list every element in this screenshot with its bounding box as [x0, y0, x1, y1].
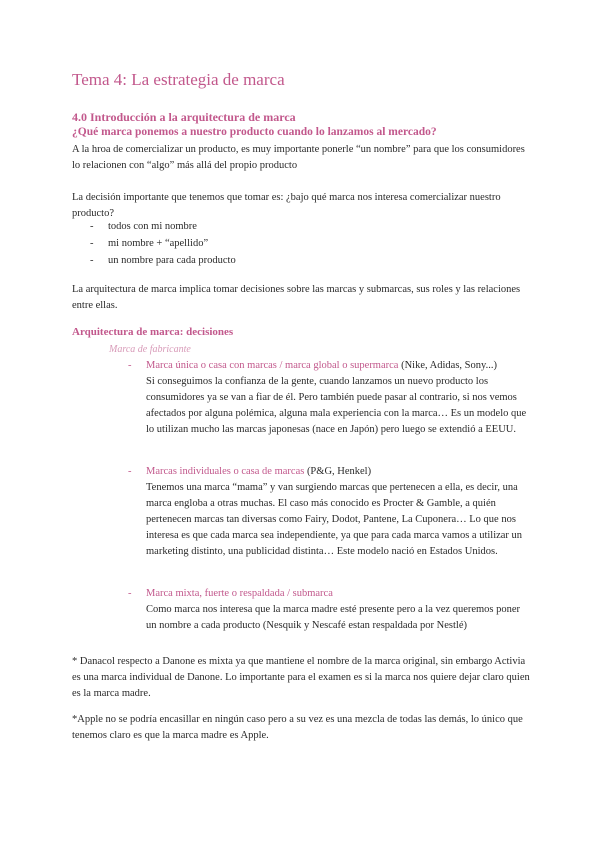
decisions-subheading: Marca de fabricante — [109, 344, 191, 355]
item-body: Tenemos una marca “mama” y van surgiendo marcas que pertenecen a ella, es decir, una marca engloba a otras muchas. El caso más conocido es Procter & Gamble, a quién pertenecen marcas tan diversas como Fairy, Dodot, Pantene, La Cuponera… Lo que nos interesa es que cada marca sea independiente, ya que para cada marca vamos a utilizar un marketing distinto, una publicidad distinta… Este modelo nació en Estados Unidos. — [146, 482, 523, 557]
decisions-heading: Arquitectura de marca: decisiones — [72, 326, 234, 338]
intro-paragraph-2: La decisión importante que tenemos que tomar es: ¿bajo qué marca nos interesa comercializar nuestro producto? — [72, 192, 501, 219]
intro-question: ¿Qué marca ponemos a nuestro producto cuando lo lanzamos al mercado? — [72, 126, 437, 138]
list-item: - todos con mi nombre — [90, 221, 197, 232]
intro-paragraph-1: A la hroa de comercializar un producto, es muy importante ponerle “un nombre” para que los consumidores lo relacionen con “algo” más allá del propio producto — [72, 144, 525, 171]
item-title: Marca única o casa con marcas / marca global o supermarca — [146, 360, 399, 371]
item-body: Como marca nos interesa que la marca madre esté presente pero a la vez queremos poner un nombre a cada producto (Nesquik y Nescafé estan respaldada por Nestlé) — [146, 604, 521, 631]
item-title: Marca mixta, fuerte o respaldada / submarca — [146, 588, 333, 599]
options-list — [90, 218, 236, 269]
brand-model-item: - Marca única o casa con marcas / marca global o supermarca (Nike, Adidas, Sony...) Si conseguimos la confianza de la gente, cuando lanzamos un nuevo producto los consumidores ya se van a fiar de él. Pero también puede pasar al contrario, si nos vemos afectados por alguna polémica, alguna mala experiencia con la marca… Es un modelo que lo utilizan mucho las marcas japonesas (nace en Japón) pero luego se extendió a EEUU. — [128, 358, 533, 438]
page-title: Tema 4: La estrategia de marca — [72, 70, 285, 89]
note-paragraph-1: * Danacol respecto a Danone es mixta ya que mantiene el nombre de la marca original, sin embargo Activia es una marca individual de Danone. Lo importante para el examen es si la marca nos quiere dejar claro quien es la marca madre. — [72, 656, 530, 699]
intro-heading: 4.0 Introducción a la arquitectura de marca — [72, 110, 296, 124]
intro-paragraph-3: La arquitectura de marca implica tomar decisiones sobre las marcas y submarcas, sus roles y las relaciones entre ellas. — [72, 284, 521, 311]
note-paragraph-2: *Apple no se podría encasillar en ningún caso pero a su vez es una mezcla de todas las demás, lo único que tenemos claro es que la marca madre es Apple. — [72, 714, 523, 741]
item-title: Marcas individuales o casa de marcas — [146, 466, 305, 477]
list-item: - un nombre para cada producto — [90, 255, 236, 266]
item-body: Si conseguimos la confianza de la gente, cuando lanzamos un nuevo producto los consumidores ya se van a fiar de él. Pero también puede pasar al contrario, si nos vemos afectados por alguna polémica, alguna mala experiencia con la marca… Es un modelo que lo utilizan mucho las marcas japonesas (nace en Japón) pero luego se extendió a EEUU. — [146, 376, 527, 435]
brand-model-item: - Marca mixta, fuerte o respaldada / submarca Como marca nos interesa que la marca madre esté presente pero a la vez queremos poner un nombre a cada producto (Nesquik y Nescafé estan respaldada por Nestlé) — [128, 586, 533, 634]
brand-model-item: - Marcas individuales o casa de marcas (P&G, Henkel) Tenemos una marca “mama” y van surgiendo marcas que pertenecen a ella, es decir, una marca engloba a otras muchas. El caso más conocido es Procter & Gamble, a quién pertenecen marcas tan diversas como Fairy, Dodot, Pantene, La Cuponera… Lo que nos interesa es que cada marca sea independiente, ya que para cada marca vamos a utilizar un marketing distinto, una publicidad distinta… Este modelo nació en Estados Unidos. — [128, 464, 533, 560]
list-item: - mi nombre + “apellido” — [90, 238, 209, 249]
